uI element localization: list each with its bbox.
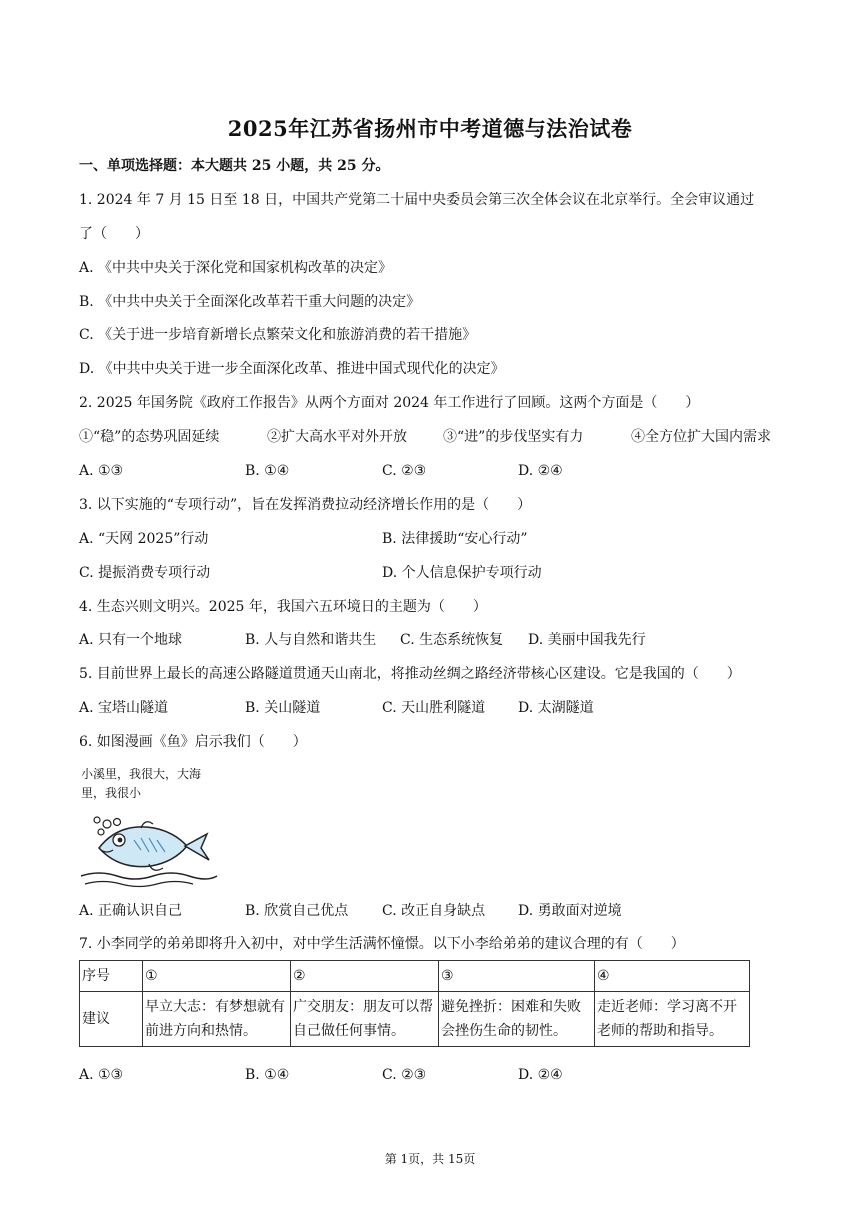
q7-option-b: B. ①④ bbox=[245, 1067, 290, 1083]
q3-option-c: C. 提振消费专项行动 bbox=[79, 565, 211, 581]
q3-option-a: A. “天网 2025”行动 bbox=[79, 531, 209, 547]
table-cell: ① bbox=[143, 961, 291, 992]
table-cell: ④ bbox=[595, 961, 750, 992]
q6-option-a: A. 正确认识自己 bbox=[79, 903, 183, 919]
table-cell: 序号 bbox=[80, 961, 143, 992]
q1-option-c: C. 《关于进一步培育新增长点繁荣文化和旅游消费的若干措施》 bbox=[79, 327, 477, 343]
cell-line: 早立大志：有梦想就有 bbox=[145, 999, 285, 1015]
q2-option-b: B. ①④ bbox=[245, 463, 290, 479]
q4-stem: 4. 生态兴则文明兴。2025 年，我国六五环境日的主题为（ ） bbox=[79, 599, 487, 615]
q5-option-c: C. 天山胜利隧道 bbox=[382, 700, 486, 716]
q5-option-b: B. 关山隧道 bbox=[245, 700, 321, 716]
q2-item-3: ③“进”的步伐坚实有力 bbox=[443, 429, 584, 445]
q6-stem: 6. 如图漫画《鱼》启示我们（ ） bbox=[79, 734, 307, 750]
cartoon-caption bbox=[81, 765, 216, 803]
page-title: 2025年江苏省扬州市中考道德与法治试卷 bbox=[227, 116, 633, 141]
q7-option-c: C. ②③ bbox=[382, 1067, 427, 1083]
q1-stem-line1: 1. 2024 年 7 月 15 日至 18 日，中国共产党第二十届中央委员会第三次全体会议在北京举行。全会审议通过 bbox=[79, 192, 755, 208]
q2-stem: 2. 2025 年国务院《政府工作报告》从两个方面对 2024 年工作进行了回顾。这两个方面是（ ） bbox=[79, 395, 700, 411]
cell-line: 广交朋友：朋友可以帮 bbox=[293, 999, 433, 1015]
table-cell bbox=[595, 992, 750, 1047]
q6-option-c: C. 改正自身缺点 bbox=[382, 903, 486, 919]
fish-cartoon bbox=[79, 765, 219, 890]
q2-item-4: ④全方位扩大国内需求 bbox=[631, 429, 771, 445]
cell-line: 自己做任何事情。 bbox=[293, 1023, 405, 1039]
q5-stem: 5. 目前世界上最长的高速公路隧道贯通天山南北，将推动丝绸之路经济带核心区建设。它是我国的（ ） bbox=[79, 666, 741, 682]
table-cell: 建议 bbox=[80, 992, 143, 1047]
cell-line: 避免挫折：困难和失败 bbox=[441, 999, 581, 1015]
table-cell: ③ bbox=[439, 961, 595, 992]
cell-line: 前进方向和热情。 bbox=[145, 1023, 257, 1039]
q3-option-d: D. 个人信息保护专项行动 bbox=[382, 565, 542, 581]
cell-line: 走近老师：学习离不开 bbox=[597, 999, 737, 1015]
q5-option-a: A. 宝塔山隧道 bbox=[79, 700, 169, 716]
q6-option-d: D. 勇敢面对逆境 bbox=[518, 903, 622, 919]
q4-option-d: D. 美丽中国我先行 bbox=[528, 632, 646, 648]
table-cell bbox=[439, 992, 595, 1047]
cartoon-caption-line1: 小溪里，我很大，大海 bbox=[81, 767, 202, 781]
table-cell bbox=[291, 992, 439, 1047]
table-cell: ② bbox=[291, 961, 439, 992]
q7-stem: 7. 小李同学的弟弟即将升入初中，对中学生活满怀憧憬。以下小李给弟弟的建议合理的有（ ） bbox=[79, 936, 685, 952]
q5-option-d: D. 太湖隧道 bbox=[518, 700, 594, 716]
q1-stem-line2: 了（ ） bbox=[79, 226, 149, 242]
cartoon-caption-line2: 里，我很小 bbox=[81, 786, 142, 800]
section-heading: 一、单项选择题：本大题共 25 小题，共 25 分。 bbox=[79, 158, 390, 174]
suggestion-table bbox=[79, 960, 750, 1047]
fish-drawing bbox=[79, 810, 219, 890]
q2-option-a: A. ①③ bbox=[79, 463, 124, 479]
cell-line: 会挫伤生命的韧性。 bbox=[441, 1023, 567, 1039]
q6-option-b: B. 欣赏自己优点 bbox=[245, 903, 349, 919]
q7-option-d: D. ②④ bbox=[518, 1067, 563, 1083]
table-row bbox=[80, 961, 750, 992]
table-cell bbox=[143, 992, 291, 1047]
q1-option-a: A. 《中共中央关于深化党和国家机构改革的决定》 bbox=[79, 260, 393, 276]
q2-option-d: D. ②④ bbox=[518, 463, 563, 479]
q2-item-2: ②扩大高水平对外开放 bbox=[267, 429, 407, 445]
q3-stem: 3. 以下实施的“专项行动”，旨在发挥消费拉动经济增长作用的是（ ） bbox=[79, 497, 532, 513]
q2-item-1: ①“稳”的态势巩固延续 bbox=[79, 429, 220, 445]
q7-option-a: A. ①③ bbox=[79, 1067, 124, 1083]
page-footer: 第 1页，共 15页 bbox=[384, 1152, 476, 1166]
q3-option-b: B. 法律援助“安心行动” bbox=[382, 531, 528, 547]
cell-line: 老师的帮助和指导。 bbox=[597, 1023, 723, 1039]
q4-option-a: A. 只有一个地球 bbox=[79, 632, 183, 648]
q4-option-b: B. 人与自然和谐共生 bbox=[245, 632, 377, 648]
table-row bbox=[80, 992, 750, 1047]
q1-option-d: D. 《中共中央关于进一步全面深化改革、推进中国式现代化的决定》 bbox=[79, 361, 505, 377]
q2-option-c: C. ②③ bbox=[382, 463, 427, 479]
q1-option-b: B. 《中共中央关于全面深化改革若干重大问题的决定》 bbox=[79, 294, 421, 310]
q4-option-c: C. 生态系统恢复 bbox=[400, 632, 504, 648]
